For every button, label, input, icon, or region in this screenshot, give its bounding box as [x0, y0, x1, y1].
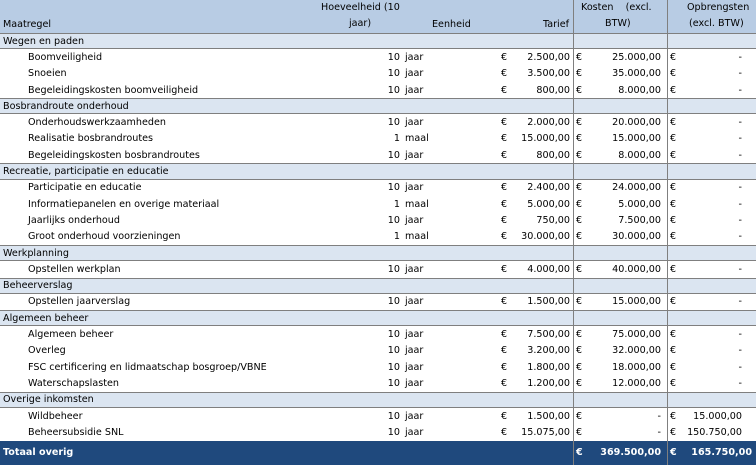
quantity-cell: 10 [387, 117, 400, 129]
section-row [0, 392, 756, 408]
column-header-tarief: Tarief [542, 19, 569, 30]
quantity-cell: 10 [387, 329, 400, 341]
measure-name: Wildbeheer [28, 410, 83, 422]
currency-symbol: € [501, 426, 508, 438]
tarief-cell: 2.400,00 [527, 182, 570, 194]
quantity-cell: 1 [393, 133, 400, 145]
opbrengsten-cell: - [738, 84, 742, 96]
opbrengsten-label-line2: (excl. BTW) [689, 18, 744, 29]
measure-name: Overleg [28, 345, 66, 357]
unit-cell: maal [405, 198, 429, 210]
table-row [0, 408, 756, 424]
measure-name: Opstellen werkplan [28, 263, 121, 275]
currency-symbol: € [501, 329, 508, 341]
currency-symbol: € [576, 377, 583, 389]
hoeveelheid-label-line2: jaar) [349, 18, 372, 29]
table-row [0, 131, 756, 147]
currency-symbol: € [576, 410, 583, 422]
opbrengsten-cell: - [738, 296, 742, 308]
currency-symbol: € [576, 214, 583, 226]
column-header-kosten [573, 0, 667, 33]
table-row [0, 359, 756, 375]
kosten-cell: 18.000,00 [612, 361, 661, 373]
tarief-cell: 3.500,00 [527, 68, 570, 80]
kosten-cell: 7.500,00 [618, 214, 661, 226]
unit-cell: jaar [405, 426, 424, 438]
currency-symbol: € [501, 149, 508, 161]
currency-symbol: € [501, 68, 508, 80]
currency-symbol: € [576, 133, 583, 145]
opbrengsten-cell: - [738, 117, 742, 129]
kosten-cell: 15.000,00 [612, 133, 661, 145]
currency-symbol: € [576, 117, 583, 129]
currency-symbol: € [501, 263, 508, 275]
currency-symbol: € [501, 133, 508, 145]
kosten-cell: 32.000,00 [612, 345, 661, 357]
currency-symbol: € [501, 214, 508, 226]
section-title: Beheerverslag [3, 280, 73, 292]
currency-symbol: € [501, 51, 508, 63]
currency-symbol: € [576, 345, 583, 357]
header-row [0, 0, 756, 33]
currency-symbol: € [670, 377, 677, 389]
currency-symbol: € [670, 231, 677, 243]
opbrengsten-cell: - [738, 361, 742, 373]
table-row [0, 375, 756, 391]
kosten-cell: 5.000,00 [618, 198, 661, 210]
measure-name: Informatiepanelen en overige materiaal [28, 198, 220, 210]
currency-symbol: € [501, 231, 508, 243]
total-label: Totaal overig [3, 447, 74, 459]
currency-symbol: € [576, 426, 583, 438]
measure-name: Opstellen jaarverslag [28, 296, 131, 308]
measure-name: Groot onderhoud voorzieningen [28, 231, 181, 243]
currency-symbol: € [501, 84, 508, 96]
currency-symbol: € [576, 182, 583, 194]
kosten-cell: - [657, 410, 661, 422]
table-row [0, 212, 756, 228]
table-row [0, 66, 756, 82]
section-title: Recreatie, participatie en educatie [3, 166, 169, 178]
unit-cell: jaar [405, 296, 424, 308]
unit-cell: jaar [405, 149, 424, 161]
quantity-cell: 10 [387, 68, 400, 80]
section-title: Bosbrandroute onderhoud [3, 100, 129, 112]
kosten-cell: 25.000,00 [612, 51, 661, 63]
currency-symbol: € [501, 117, 508, 129]
opbrengsten-cell: - [738, 198, 742, 210]
table-row [0, 294, 756, 310]
section-row [0, 278, 756, 294]
tarief-cell: 5.000,00 [527, 198, 570, 210]
column-header-maatregel: Maatregel [3, 19, 52, 30]
unit-cell: jaar [405, 117, 424, 129]
currency-symbol: € [670, 263, 677, 275]
tarief-cell: 800,00 [536, 149, 570, 161]
quantity-cell: 10 [387, 410, 400, 422]
currency-symbol: € [670, 133, 677, 145]
quantity-cell: 10 [387, 296, 400, 308]
measure-name: Onderhoudswerkzaamheden [28, 117, 166, 129]
unit-cell: jaar [405, 329, 424, 341]
currency-symbol: € [501, 345, 508, 357]
currency-symbol: € [670, 296, 677, 308]
section-title: Werkplanning [3, 247, 69, 259]
column-divider [573, 0, 574, 465]
unit-cell: jaar [405, 345, 424, 357]
currency-symbol: € [576, 51, 583, 63]
hoeveelheid-label: Hoeveelheid (10 [321, 2, 400, 13]
currency-symbol: € [576, 263, 583, 275]
opbrengsten-cell: - [738, 133, 742, 145]
measure-name: Snoeien [28, 68, 67, 80]
section-row [0, 98, 756, 114]
unit-cell: jaar [405, 377, 424, 389]
currency-symbol: € [670, 198, 677, 210]
currency-symbol: € [501, 296, 508, 308]
section-title: Wegen en paden [3, 35, 85, 47]
tarief-cell: 1.800,00 [527, 361, 570, 373]
quantity-cell: 10 [387, 214, 400, 226]
quantity-cell: 10 [387, 84, 400, 96]
tarief-cell: 1.500,00 [527, 410, 570, 422]
quantity-cell: 10 [387, 377, 400, 389]
currency-symbol: € [670, 447, 677, 459]
quantity-cell: 10 [387, 149, 400, 161]
measure-name: Boomveiligheid [28, 51, 103, 63]
unit-cell: jaar [405, 68, 424, 80]
table-row [0, 229, 756, 245]
table-row [0, 261, 756, 277]
measure-name: Begeleidingskosten bosbrandroutes [28, 149, 200, 161]
column-header-hoeveelheid [318, 0, 420, 33]
total-kosten: 369.500,00 [600, 447, 661, 459]
kosten-cell: 75.000,00 [612, 329, 661, 341]
opbrengsten-cell: - [738, 345, 742, 357]
currency-symbol: € [670, 345, 677, 357]
section-row [0, 33, 756, 49]
table-row [0, 196, 756, 212]
table-row [0, 82, 756, 98]
currency-symbol: € [576, 361, 583, 373]
currency-symbol: € [576, 198, 583, 210]
currency-symbol: € [501, 182, 508, 194]
section-row [0, 245, 756, 261]
tarief-cell: 750,00 [536, 214, 570, 226]
tarief-cell: 30.000,00 [521, 231, 570, 243]
currency-symbol: € [576, 447, 583, 459]
opbrengsten-cell: - [738, 182, 742, 194]
tarief-cell: 3.200,00 [527, 345, 570, 357]
kosten-label-line2: BTW) [605, 18, 631, 29]
measure-name: FSC certificering en lidmaatschap bosgroep/VBNE [28, 361, 267, 373]
section-title: Overige inkomsten [3, 394, 94, 406]
column-divider [667, 0, 668, 465]
kosten-cell: - [657, 426, 661, 438]
section-row [0, 310, 756, 326]
measure-name: Waterschapslasten [28, 377, 119, 389]
kosten-cell: 20.000,00 [612, 117, 661, 129]
opbrengsten-cell: - [738, 51, 742, 63]
currency-symbol: € [670, 51, 677, 63]
kosten-cell: 24.000,00 [612, 182, 661, 194]
section-title: Algemeen beheer [3, 312, 89, 324]
quantity-cell: 10 [387, 345, 400, 357]
tarief-cell: 2.500,00 [527, 51, 570, 63]
measure-name: Beheersubsidie SNL [28, 426, 124, 438]
tarief-cell: 4.000,00 [527, 263, 570, 275]
table-row [0, 147, 756, 163]
currency-symbol: € [501, 410, 508, 422]
currency-symbol: € [576, 68, 583, 80]
unit-cell: maal [405, 231, 429, 243]
quantity-cell: 10 [387, 182, 400, 194]
kosten-cell: 8.000,00 [618, 149, 661, 161]
column-header-opbrengsten [667, 0, 756, 33]
unit-cell: jaar [405, 84, 424, 96]
currency-symbol: € [670, 117, 677, 129]
opbrengsten-cell: - [738, 329, 742, 341]
measure-name: Realisatie bosbrandroutes [28, 133, 153, 145]
currency-symbol: € [576, 84, 583, 96]
unit-cell: jaar [405, 361, 424, 373]
quantity-cell: 1 [393, 231, 400, 243]
opbrengsten-label: Opbrengsten [687, 2, 750, 13]
opbrengsten-cell: - [738, 214, 742, 226]
measure-name: Jaarlijks onderhoud [28, 214, 120, 226]
tarief-cell: 1.500,00 [527, 296, 570, 308]
total-opbrengsten: 165.750,00 [691, 447, 752, 459]
currency-symbol: € [576, 329, 583, 341]
currency-symbol: € [670, 329, 677, 341]
measure-name: Participatie en educatie [28, 182, 142, 194]
currency-symbol: € [576, 149, 583, 161]
kosten-cell: 8.000,00 [618, 84, 661, 96]
unit-cell: maal [405, 133, 429, 145]
table-row [0, 49, 756, 65]
tarief-cell: 800,00 [536, 84, 570, 96]
kosten-cell: 30.000,00 [612, 231, 661, 243]
section-row [0, 163, 756, 179]
measure-name: Algemeen beheer [28, 329, 114, 341]
total-row [0, 441, 756, 465]
currency-symbol: € [670, 361, 677, 373]
currency-symbol: € [670, 84, 677, 96]
currency-symbol: € [501, 198, 508, 210]
currency-symbol: € [576, 296, 583, 308]
unit-cell: jaar [405, 214, 424, 226]
currency-symbol: € [670, 68, 677, 80]
table-row [0, 424, 756, 440]
opbrengsten-cell: - [738, 263, 742, 275]
table-row [0, 180, 756, 196]
column-header-eenheid: Eenheid [432, 19, 471, 30]
currency-symbol: € [670, 410, 677, 422]
unit-cell: jaar [405, 51, 424, 63]
kosten-cell: 40.000,00 [612, 263, 661, 275]
tarief-cell: 1.200,00 [527, 377, 570, 389]
measure-name: Begeleidingskosten boomveiligheid [28, 84, 199, 96]
unit-cell: jaar [405, 182, 424, 194]
quantity-cell: 10 [387, 263, 400, 275]
currency-symbol: € [670, 182, 677, 194]
opbrengsten-cell: - [738, 377, 742, 389]
kosten-cell: 35.000,00 [612, 68, 661, 80]
tarief-cell: 7.500,00 [527, 329, 570, 341]
quantity-cell: 10 [387, 361, 400, 373]
kosten-cell: 15.000,00 [612, 296, 661, 308]
opbrengsten-cell: 150.750,00 [687, 426, 742, 438]
table-row [0, 343, 756, 359]
kosten-label: Kosten (excl. [581, 2, 652, 13]
kosten-cell: 12.000,00 [612, 377, 661, 389]
quantity-cell: 10 [387, 51, 400, 63]
currency-symbol: € [670, 149, 677, 161]
unit-cell: jaar [405, 263, 424, 275]
tarief-cell: 15.000,00 [521, 133, 570, 145]
table-row [0, 326, 756, 342]
currency-symbol: € [670, 214, 677, 226]
currency-symbol: € [576, 231, 583, 243]
tarief-cell: 15.075,00 [521, 426, 570, 438]
quantity-cell: 1 [393, 198, 400, 210]
unit-cell: jaar [405, 410, 424, 422]
opbrengsten-cell: - [738, 231, 742, 243]
currency-symbol: € [670, 426, 677, 438]
currency-symbol: € [501, 361, 508, 373]
opbrengsten-cell: - [738, 149, 742, 161]
tarief-cell: 2.000,00 [527, 117, 570, 129]
opbrengsten-cell: - [738, 68, 742, 80]
quantity-cell: 10 [387, 426, 400, 438]
table-row [0, 115, 756, 131]
currency-symbol: € [501, 377, 508, 389]
opbrengsten-cell: 15.000,00 [693, 410, 742, 422]
